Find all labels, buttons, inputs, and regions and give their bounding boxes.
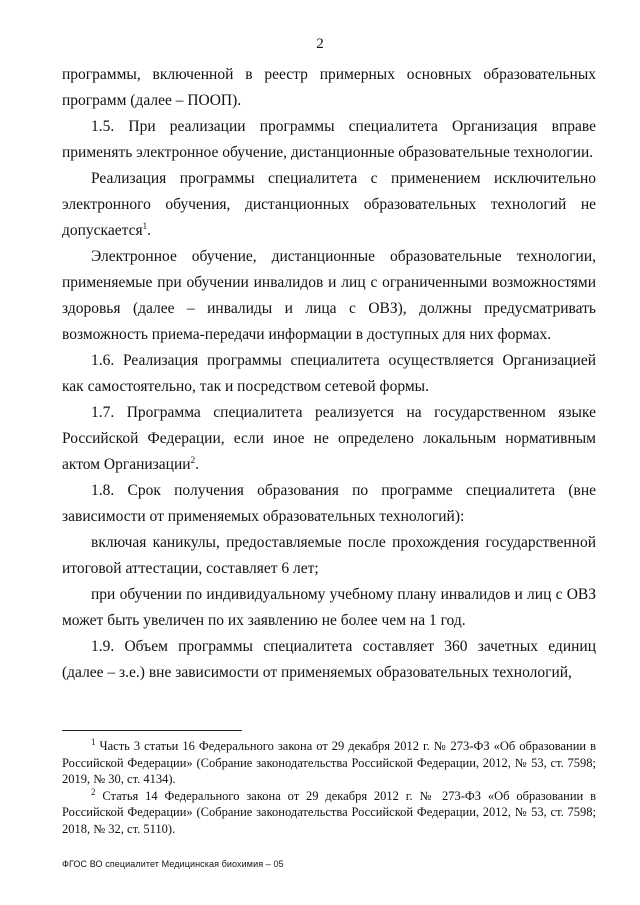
footnote-ref-2: 2 bbox=[190, 454, 196, 465]
footnote-text-2: Статья 14 Федерального закона от 29 декабря 2012 г. № 273-ФЗ «Об образовании в Российской Федерации» (Собрание законодательства Российской Федерации, 2012, № 53, ст. 7598; 2018, № 32, ст. 5110). bbox=[62, 788, 596, 836]
footnotes bbox=[62, 738, 596, 837]
paragraph-1-9: 1.9. Объем программы специалитета составляет 360 зачетных единиц (далее – з.е.) вне зависимости от применяемых образовательных технологий, bbox=[62, 638, 596, 681]
paragraph-1-8: 1.8. Срок получения образования по программе специалитета (вне зависимости от применяемых образовательных технологий): bbox=[62, 482, 596, 525]
paragraph-individual-plan: при обучении по индивидуальному учебному плану инвалидов и лиц с ОВЗ может быть увеличен по их заявлению не более чем на 1 год. bbox=[62, 586, 596, 629]
paragraph-ovz-elearning: Электронное обучение, дистанционные образовательные технологии, применяемые при обучении инвалидов и лиц с ограниченными возможностями здоровья (далее – инвалиды и лица с ОВЗ), должны предусматривать возможность приема-передачи информации в доступных для них формах. bbox=[62, 248, 596, 343]
paragraph-1-7 bbox=[62, 400, 596, 478]
document-footer: ФГОС ВО специалитет Медицинская биохимия – 05 bbox=[62, 859, 284, 869]
document-body bbox=[62, 62, 596, 686]
footnote-marker-1: 1 bbox=[91, 736, 96, 747]
footnote-marker-2: 2 bbox=[91, 786, 96, 797]
page-number: 2 bbox=[316, 36, 324, 52]
paragraph-1-6: 1.6. Реализация программы специалитета осуществляется Организацией как самостоятельно, так и посредством сетевой формы. bbox=[62, 352, 596, 395]
paragraph-1-5: 1.5. При реализации программы специалитета Организация вправе применять электронное обучение, дистанционные образовательные технологии. bbox=[62, 118, 596, 161]
paragraph-text: Реализация программы специалитета с применением исключительно электронного обучения, дистанционных образовательных технологий не допускается bbox=[62, 170, 596, 239]
paragraph-duration-with-holidays: включая каникулы, предоставляемые после прохождения государственной итоговой аттестации, составляет 6 лет; bbox=[62, 534, 596, 577]
paragraph-end: . bbox=[195, 456, 199, 473]
footnote-2 bbox=[62, 788, 596, 838]
footnote-1 bbox=[62, 738, 596, 788]
paragraph-exclusive-elearning bbox=[62, 166, 596, 244]
paragraph-end: . bbox=[147, 222, 151, 239]
paragraph-text: 1.7. Программа специалитета реализуется на государственном языке Российской Федерации, если иное не определено локальным нормативным актом Организации bbox=[62, 404, 596, 473]
footnote-text-1: Часть 3 статьи 16 Федерального закона от 29 декабря 2012 г. № 273-ФЗ «Об образовании в Российской Федерации» (Собрание законодательства Российской Федерации, 2012, № 53, ст. 7598; 2019, № 30, ст. 4134). bbox=[62, 739, 596, 786]
footnote-divider bbox=[62, 730, 242, 731]
footnote-ref-1: 1 bbox=[142, 220, 148, 231]
paragraph-poop-continuation: программы, включенной в реестр примерных основных образовательных программ (далее – ПООП). bbox=[62, 66, 596, 109]
